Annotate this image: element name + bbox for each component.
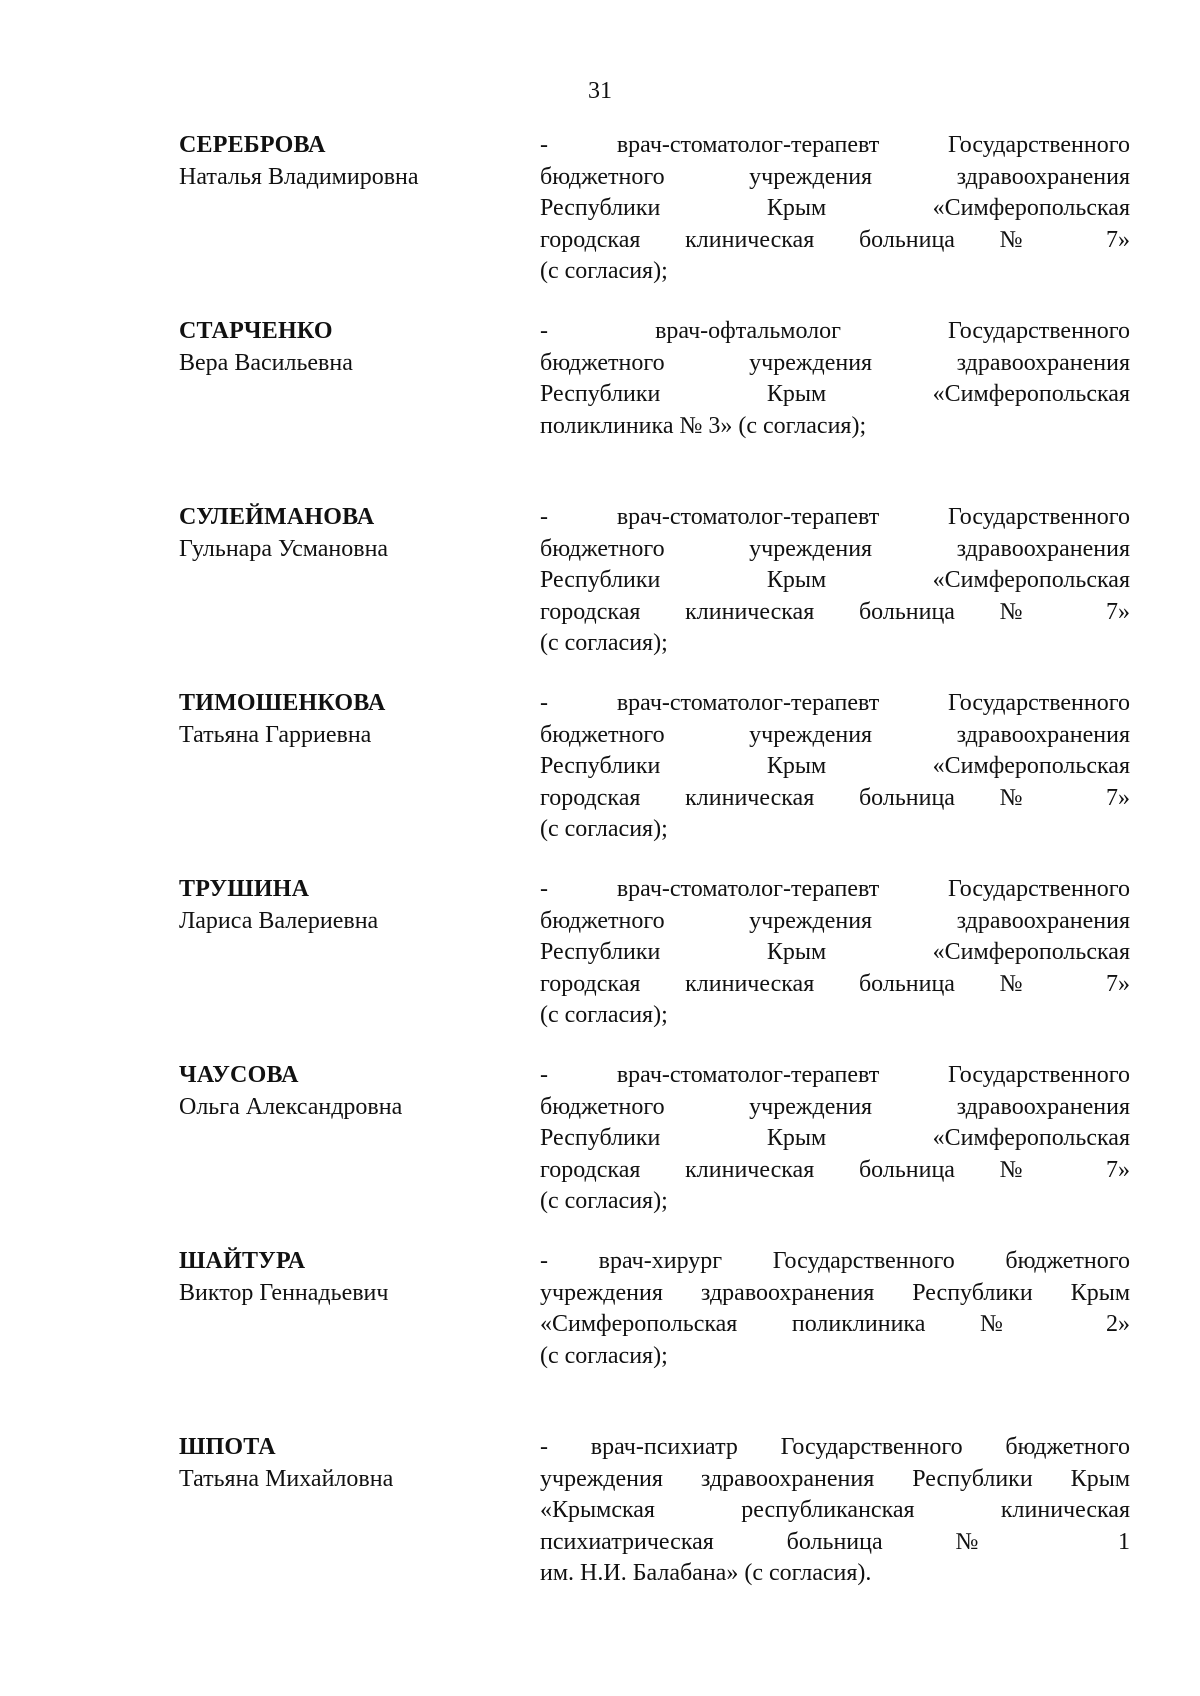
position-line: - врач-стоматолог-терапевт Государственного	[540, 690, 1130, 716]
surname: ШАЙТУРА	[179, 1248, 306, 1274]
position-line: (с согласия);	[540, 630, 668, 656]
surname: ТРУШИНА	[179, 876, 310, 902]
position-description	[540, 1432, 1130, 1590]
surname: ТИМОШЕНКОВА	[179, 690, 386, 716]
list-item	[0, 130, 1200, 316]
position-line: учреждения здравоохранения Республики Крым	[540, 1279, 1130, 1306]
position-line: - врач-офтальмолог Государственного	[540, 318, 1130, 344]
given-names: Виктор Геннадьевич	[179, 1279, 389, 1306]
position-line: городская клиническая больница № 7»	[540, 226, 1130, 253]
position-line: бюджетного учреждения здравоохранения	[540, 163, 1130, 190]
position-line: (с согласия);	[540, 1188, 668, 1214]
given-names: Наталья Владимировна	[179, 163, 419, 190]
position-line: (с согласия);	[540, 258, 668, 284]
position-line: Республики Крым «Симферопольская	[540, 939, 1130, 965]
position-line: Республики Крым «Симферопольская	[540, 753, 1130, 779]
position-line: (с согласия);	[540, 1002, 668, 1028]
list-item	[0, 502, 1200, 688]
position-line: Республики Крым «Симферопольская	[540, 381, 1130, 407]
position-line: Республики Крым «Симферопольская	[540, 195, 1130, 221]
position-line: - врач-психиатр Государственного бюджетного	[540, 1434, 1130, 1460]
given-names: Татьяна Михайловна	[179, 1465, 394, 1492]
position-description	[540, 130, 1130, 288]
position-line: городская клиническая больница № 7»	[540, 970, 1130, 997]
position-line: - врач-стоматолог-терапевт Государственного	[540, 132, 1130, 158]
position-description	[540, 502, 1130, 660]
position-line: (с согласия);	[540, 1342, 668, 1369]
position-description	[540, 316, 1130, 442]
surname: ЧАУСОВА	[179, 1062, 299, 1088]
list-item	[0, 1432, 1200, 1592]
given-names: Вера Васильевна	[179, 349, 353, 376]
page-number: 31	[588, 78, 612, 104]
person-name	[179, 1060, 519, 1123]
position-line: бюджетного учреждения здравоохранения	[540, 721, 1130, 748]
list-item	[0, 316, 1200, 502]
position-line: «Крымская республиканская клиническая	[540, 1497, 1130, 1523]
position-line: (с согласия);	[540, 816, 668, 842]
given-names: Гульнара Усмановна	[179, 535, 389, 562]
position-line: городская клиническая больница № 7»	[540, 1156, 1130, 1183]
person-name	[179, 874, 519, 937]
position-line: бюджетного учреждения здравоохранения	[540, 349, 1130, 376]
position-line: городская клиническая больница № 7»	[540, 598, 1130, 625]
position-description	[540, 688, 1130, 846]
position-line: городская клиническая больница № 7»	[540, 784, 1130, 811]
position-line: - врач-хирург Государственного бюджетного	[540, 1248, 1130, 1274]
position-line: бюджетного учреждения здравоохранения	[540, 535, 1130, 562]
list-item	[0, 688, 1200, 874]
position-description	[540, 1060, 1130, 1218]
position-line: Республики Крым «Симферопольская	[540, 567, 1130, 593]
position-description	[540, 1246, 1130, 1372]
member-list	[0, 130, 1200, 1592]
position-line: поликлиника № 3» (с согласия);	[540, 412, 867, 439]
person-name	[179, 316, 519, 379]
person-name	[179, 688, 519, 751]
person-name	[179, 1432, 519, 1495]
person-name	[179, 1246, 519, 1309]
position-line: психиатрическая больница № 1	[540, 1528, 1130, 1555]
given-names: Лариса Валериевна	[179, 907, 379, 934]
position-line: им. Н.И. Балабана» (с согласия).	[540, 1560, 872, 1586]
list-item	[0, 1246, 1200, 1432]
list-item	[0, 1060, 1200, 1246]
given-names: Татьяна Гарриевна	[179, 721, 372, 748]
position-description	[540, 874, 1130, 1032]
list-item	[0, 874, 1200, 1060]
position-line: - врач-стоматолог-терапевт Государственного	[540, 876, 1130, 902]
position-line: «Симферопольская поликлиника № 2»	[540, 1311, 1130, 1337]
position-line: бюджетного учреждения здравоохранения	[540, 1093, 1130, 1120]
surname: СУЛЕЙМАНОВА	[179, 504, 375, 530]
surname: ШПОТА	[179, 1434, 276, 1460]
position-line: учреждения здравоохранения Республики Крым	[540, 1465, 1130, 1492]
position-line: - врач-стоматолог-терапевт Государственного	[540, 1062, 1130, 1088]
person-name	[179, 130, 519, 193]
position-line: - врач-стоматолог-терапевт Государственного	[540, 504, 1130, 530]
position-line: Республики Крым «Симферопольская	[540, 1125, 1130, 1151]
given-names: Ольга Александровна	[179, 1093, 403, 1120]
surname: СТАРЧЕНКО	[179, 318, 333, 344]
surname: СЕРЕБРОВА	[179, 132, 326, 158]
position-line: бюджетного учреждения здравоохранения	[540, 907, 1130, 934]
person-name	[179, 502, 519, 565]
